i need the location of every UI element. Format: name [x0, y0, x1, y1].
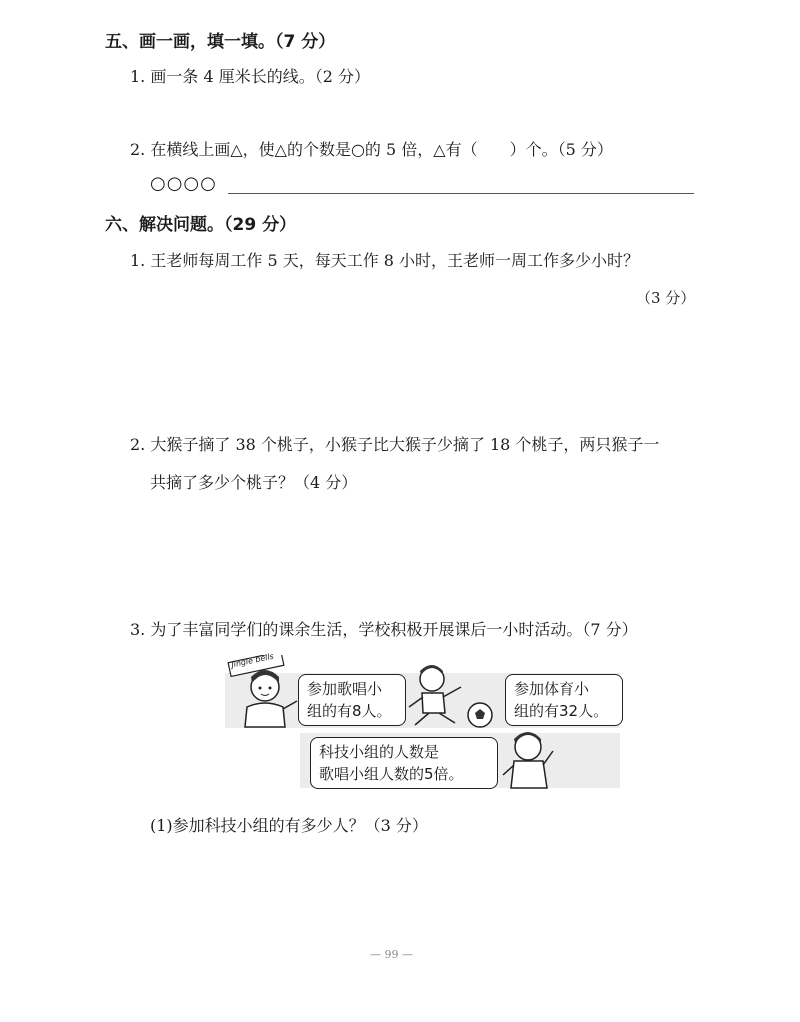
question-6-1: 1. 王老师每周工作 5 天，每天工作 8 小时，王老师一周工作多少小时？	[130, 251, 640, 270]
speech-bubble-sports	[505, 674, 623, 726]
answer-line	[228, 193, 694, 194]
bubble-science-line1: 科技小组的人数是	[319, 743, 440, 761]
question-6-2-line1: 2. 大猴子摘了 38 个桃子，小猴子比大猴子少摘了 18 个桃子，两只猴子一	[130, 435, 660, 454]
page-number: — 99 —	[370, 948, 413, 961]
section5-title: 五、画一画，填一填。（7 分）	[105, 32, 336, 52]
section6-title: 六、解决问题。（29 分）	[105, 215, 297, 235]
bubble-singing-line2: 组的有8人。	[307, 702, 392, 720]
bubble-sports-line2: 组的有32人。	[514, 702, 609, 720]
soccer-ball-icon	[468, 703, 492, 727]
music-sign-label: Jingle bells	[230, 651, 275, 670]
question-6-2-line2: 共摘了多少个桃子？（4 分）	[150, 473, 358, 492]
circle-row: ○○○○	[150, 173, 217, 194]
activity-illustration	[225, 651, 620, 790]
question-6-3: 3. 为了丰富同学们的课余生活，学校积极开展课后一小时活动。（7 分）	[130, 620, 638, 639]
speech-bubble-singing	[298, 674, 406, 726]
question-5-1: 1. 画一条 4 厘米长的线。（2 分）	[130, 67, 370, 86]
speech-bubble-science	[310, 737, 498, 789]
bubble-sports-line1: 参加体育小	[514, 680, 590, 698]
bubble-science-line2: 歌唱小组人数的5倍。	[319, 765, 464, 783]
bubble-singing-line1: 参加歌唱小	[307, 680, 383, 698]
question-6-1-score: （3 分）	[636, 289, 696, 307]
question-6-3-sub1: (1)参加科技小组的有多少人？（3 分）	[150, 816, 428, 835]
question-5-2: 2. 在横线上画△，使△的个数是○的 5 倍，△有（ ）个。（5 分）	[130, 140, 613, 159]
